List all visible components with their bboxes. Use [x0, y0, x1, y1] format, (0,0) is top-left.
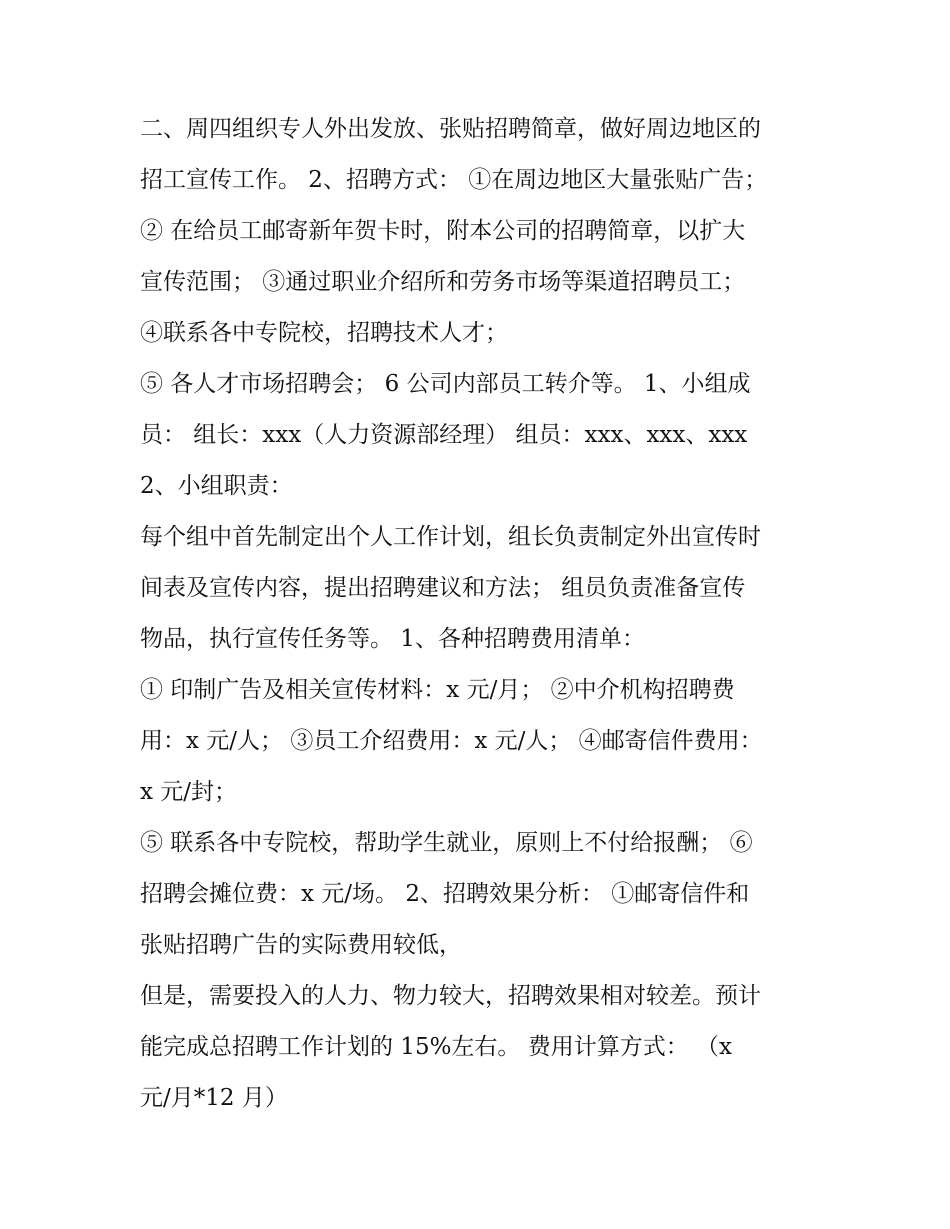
text-line: 张贴招聘广告的实际费用较低， [140, 932, 462, 958]
text-line: 员： 组长：xxx（人力资源部经理） 组员：xxx、xxx、xxx [140, 422, 748, 448]
text-line: ⑤ 各人才市场招聘会； 6 公司内部员工转介等。 1、小组成 [140, 371, 751, 397]
text-line: 宣传范围； ③通过职业介绍所和劳务市场等渠道招聘员工； [140, 269, 746, 295]
text-line: 间表及宣传内容，提出招聘建议和方法； 组员负责准备宣传 [140, 575, 746, 601]
text-line: 二、周四组织专人外出发放、张贴招聘简章，做好周边地区的 [140, 116, 761, 142]
text-line: 2、小组职责： [140, 473, 293, 499]
text-line: ① 印制广告及相关宣传材料：x 元/月； ②中介机构招聘费 [140, 677, 735, 703]
text-line: ④联系各中专院校，招聘技术人才； [140, 320, 508, 346]
text-line: 物品，执行宣传任务等。 1、各种招聘费用清单： [140, 626, 645, 652]
document-body [140, 104, 820, 1124]
text-line: ② 在给员工邮寄新年贺卡时，附本公司的招聘简章，以扩大 [140, 218, 746, 244]
text-line: 每个组中首先制定出个人工作计划，组长负责制定外出宣传时 [140, 524, 761, 550]
text-line: 元/月*12 月） [140, 1085, 288, 1111]
text-line: 用：x 元/人； ③员工介绍费用：x 元/人； ④邮寄信件费用： [140, 728, 763, 754]
text-line: 但是，需要投入的人力、物力较大，招聘效果相对较差。预计 [140, 983, 761, 1009]
text-line: ⑤ 联系各中专院校，帮助学生就业，原则上不付给报酬； ⑥ [140, 830, 753, 856]
text-line: 招工宣传工作。 2、招聘方式： ①在周边地区大量张贴广告； [140, 167, 768, 193]
text-line: 招聘会摊位费：x 元/场。 2、招聘效果分析： ①邮寄信件和 [140, 881, 750, 907]
text-line: 能完成总招聘工作计划的 15%左右。 费用计算方式： （x [140, 1034, 733, 1060]
text-line: x 元/封； [140, 779, 238, 805]
